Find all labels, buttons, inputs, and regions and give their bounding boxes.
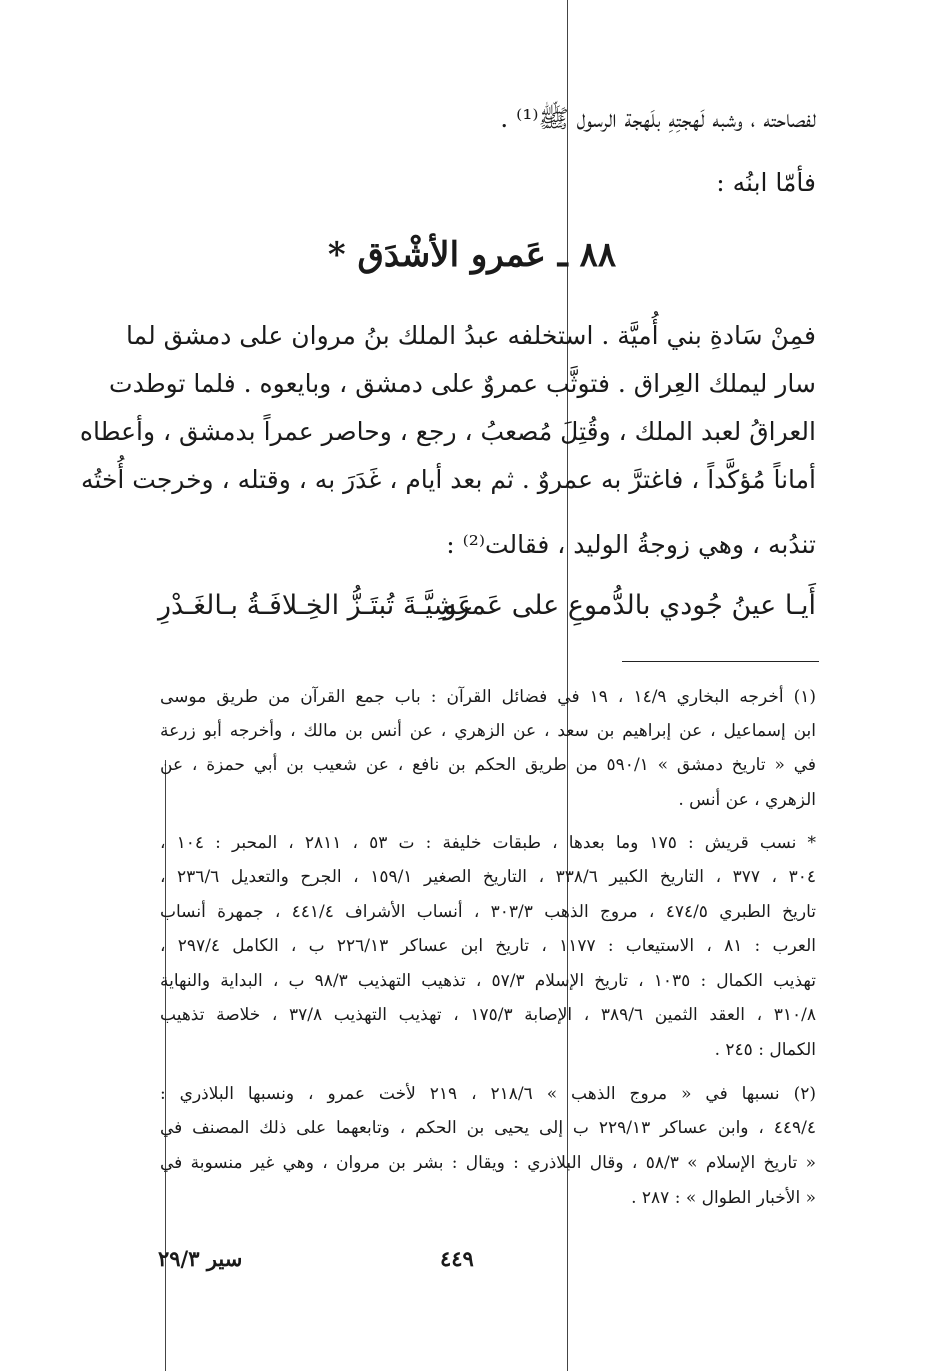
paragraph-line-1: فمِنْ سَادةِ بني أُميَّة . استخلفه عبدُ الملك بنُ مروان على دمشق لما	[126, 321, 816, 350]
paragraph-line-5: تندُبه ، وهي زوجةُ الوليد ، فقالت⁽²⁾ :	[446, 530, 816, 559]
footnote-1-line-1: (١) أخرجه البخاري ١٤/٩ ، ١٩ في فضائل القرآن : باب جمع القرآن من طريق موسى	[160, 687, 816, 707]
sources-note-line-1: * نسب قريش : ١٧٥ وما بعدها ، طبقات خليفة : ت ٥٣ ، ٢٨١١ ، المحبر : ١٠٤ ،	[160, 833, 817, 853]
paragraph-line-2: سار ليملك العِراق . فتوثَّب عمروٌ على دمشق ، وبايعوه . فلما توطدت	[109, 369, 816, 398]
sources-note-line-3: تاريخ الطبري ٤٧٤/٥ ، مروج الذهب ٣٠٣/٣ ، أنساب الأشراف ٤٤١/٤ ، جمهرة أنساب	[160, 902, 816, 922]
signature-mark: سير ٢٩/٣	[158, 1246, 243, 1271]
footnote-1-line-2: ابن إسماعيل ، عن إبراهيم بن سعد ، عن الزهري ، عن أنس بن مالك ، وأخرجه أبو زرعة	[160, 721, 816, 741]
sources-note-line-5: تهذيب الكمال : ١٠٣٥ ، تاريخ الإسلام ٥٧/٣ ، تذهيب التهذيب ٩٨/٣ ب ، البداية والنهاية	[160, 971, 817, 991]
sources-note-line-2: ٣٠٤ ، ٣٧٧ ، التاريخ الكبير ٣٣٨/٦ ، التاريخ الصغير ١٥٩/١ ، الجرح والتعديل ٢٣٦/٦ ،	[160, 867, 816, 887]
footnote-2-line-3: « تاريخ الإسلام » ٥٨/٣ ، وقال البلاذري : ويقال : بشر بن مروان ، وهي غير منسوبة في	[160, 1153, 816, 1173]
footnote-1-line-4: الزهري ، عن أنس .	[678, 790, 816, 810]
footnote-2-line-2: ٤٤٩/٤ ، وابن عساكر ٢٢٩/١٣ ب إلى يحيى بن الحكم ، وتابعهما على ذلك المصنف في	[160, 1118, 817, 1138]
sources-note-line-6: ٣١٠/٨ ، العقد الثمين ٣٨٩/٦ ، الإصابة ١٧٥/٣ ، تهذيب التهذيب ٣٧/٨ ، خلاصة تذهيب	[160, 1005, 817, 1025]
paragraph-line-4: أماناً مُؤكَّداً ، فاغترَّ به عمروٌ . ثم بعد أيام ، غَدَرَ به ، وقتله ، وخرجت أُختُه	[81, 465, 816, 494]
verse-first-hemistich: أَيـا عينُ جُودي بالدُّموعِ على عَمرو	[443, 590, 816, 621]
top-line-1: لفصاحته ، وشبه لَهجتِهِ بلَهجة الرسول ﷺ⁽¹⁾ .	[500, 104, 816, 133]
sources-note-line-4: العرب : ٨١ ، الاستيعاب : ١١٧٧ ، تاريخ ابن عساكر ٢٢٦/١٣ ب ، الكامل ٢٩٧/٤ ،	[160, 936, 817, 956]
footnote-2-line-4: « الأخبار الطوال » : ٢٨٧ .	[631, 1188, 816, 1208]
footnote-1-line-3: في « تاريخ دمشق » ٥٩٠/١ من طريق الحكم بن نافع ، عن شعيب بن أبي حمزة ، عن	[160, 755, 816, 775]
sources-note-line-7: الكمال : ٢٤٥ .	[714, 1040, 816, 1060]
footnote-separator	[622, 661, 819, 662]
footnote-2-line-1: (٢) نسبها في « مروج الذهب » ٢١٨/٦ ، ٢١٩ لأخت عمرو ، ونسبها البلاذري :	[160, 1084, 817, 1104]
paragraph-line-3: العراقُ لعبد الملك ، وقُتِلَ مُصعبُ ، رجع ، وحاصر عمراً بدمشق ، وأعطاه	[79, 417, 816, 446]
top-line-2: فأمّا ابنُه :	[716, 168, 816, 197]
verse-second-hemistich: عَشِيَّـةَ تُبتَـزُّ الخِـلافَـةُ بـالغَـدْرِ	[158, 590, 474, 621]
entry-title: ٨٨ ـ عَمرو الأشْدَق *	[327, 235, 617, 275]
page-number: ٤٤٩	[440, 1246, 474, 1271]
